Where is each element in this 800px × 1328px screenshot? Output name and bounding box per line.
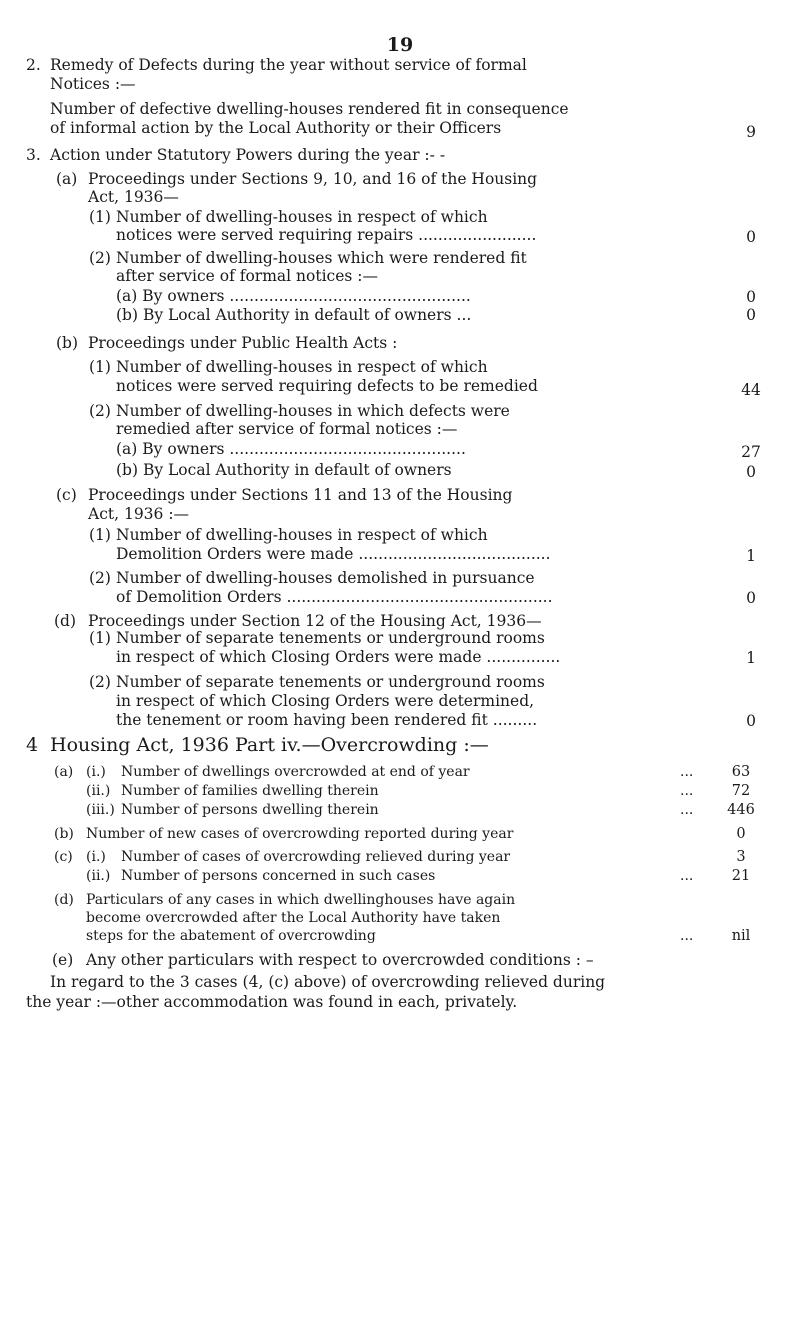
section-2-number: 2. bbox=[26, 56, 41, 74]
section-3c-item1-number: (1) bbox=[89, 526, 111, 544]
section-4-title: Housing Act, 1936 Part iv.—Overcrowding :— bbox=[50, 734, 489, 756]
section-4d-line1: Particulars of any cases in which dwellinghouses have again bbox=[86, 892, 516, 908]
section-3d-label: (d) bbox=[54, 612, 77, 630]
section-4d-value: nil bbox=[731, 928, 751, 944]
section-4a-iii-text: Number of persons dwelling therein bbox=[121, 802, 379, 818]
section-3c-item2-line1: Number of dwelling-houses demolished in pursuance bbox=[116, 569, 535, 587]
section-2-title: Remedy of Defects during the year without service of formal bbox=[50, 56, 527, 74]
section-3a-item2-line2: after service of formal notices :— bbox=[116, 267, 379, 285]
section-4a-i-number: (i.) bbox=[86, 764, 106, 780]
section-3c-item2-line2: of Demolition Orders ...................................................... bbox=[116, 588, 553, 606]
section-3a-title-cont: Act, 1936— bbox=[88, 188, 179, 206]
section-3d-item2-value: 0 bbox=[746, 712, 756, 730]
section-4b-text: Number of new cases of overcrowding reported during year bbox=[86, 826, 514, 842]
section-3a-item2-line1: Number of dwelling-houses which were rendered fit bbox=[116, 249, 527, 267]
section-3b-item1-value: 44 bbox=[741, 381, 761, 399]
section-4e-text: Any other particulars with respect to overcrowded conditions : – bbox=[86, 951, 594, 969]
section-4b-label: (b) bbox=[54, 826, 74, 842]
section-2-text-line1: Number of defective dwelling-houses rendered fit in consequence bbox=[50, 100, 569, 118]
section-4c-i-value: 3 bbox=[736, 849, 746, 865]
section-3a-item2b-value: 0 bbox=[746, 306, 756, 324]
section-3c-label: (c) bbox=[56, 486, 77, 504]
section-4d-dots: ... bbox=[680, 928, 694, 944]
section-3d-item2-number: (2) bbox=[89, 673, 111, 691]
section-4a-iii-number: (iii.) bbox=[86, 802, 115, 818]
section-4a-i-dots: ... bbox=[680, 764, 694, 780]
section-3d-item1-number: (1) bbox=[89, 629, 111, 647]
section-4a-ii-dots: ... bbox=[680, 783, 694, 799]
section-3b-item1-line2: notices were served requiring defects to be remedied bbox=[116, 377, 538, 395]
section-3c-item1-line2: Demolition Orders were made ....................................... bbox=[116, 545, 551, 563]
closing-remark-line1: In regard to the 3 cases (4, (c) above) of overcrowding relieved during bbox=[50, 973, 606, 991]
section-3b-item2b-value: 0 bbox=[746, 463, 756, 481]
section-3b-label: (b) bbox=[56, 334, 79, 352]
section-3a-title: Proceedings under Sections 9, 10, and 16 of the Housing bbox=[88, 170, 538, 188]
section-3b-item2-line2: remedied after service of formal notices :— bbox=[116, 420, 458, 438]
section-3b-item1-line1: Number of dwelling-houses in respect of which bbox=[116, 358, 488, 376]
section-4a-ii-text: Number of families dwelling therein bbox=[121, 783, 379, 799]
section-3d-item1-line2: in respect of which Closing Orders were made ............... bbox=[116, 648, 561, 666]
section-4d-label: (d) bbox=[54, 892, 74, 908]
section-4c-label: (c) bbox=[54, 849, 73, 865]
section-3d-title: Proceedings under Section 12 of the Housing Act, 1936— bbox=[88, 612, 542, 630]
section-3b-title: Proceedings under Public Health Acts : bbox=[88, 334, 398, 352]
section-3c-item2-number: (2) bbox=[89, 569, 111, 587]
section-4c-ii-text: Number of persons concerned in such cases bbox=[121, 868, 436, 884]
section-3b-item2a-value: 27 bbox=[741, 443, 761, 461]
section-3d-item2-line3: the tenement or room having been rendered fit ......... bbox=[116, 711, 538, 729]
section-3d-item2-line2: in respect of which Closing Orders were determined, bbox=[116, 692, 535, 710]
section-4a-i-value: 63 bbox=[731, 764, 751, 780]
section-3b-item2-number: (2) bbox=[89, 402, 111, 420]
section-4c-i-text: Number of cases of overcrowding relieved during year bbox=[121, 849, 511, 865]
section-3b-item2b: (b) By Local Authority in default of owners bbox=[116, 461, 452, 479]
section-4c-ii-dots: ... bbox=[680, 868, 694, 884]
section-3a-item2a: (a) By owners ................................................. bbox=[116, 287, 471, 305]
section-4c-ii-value: 21 bbox=[731, 868, 751, 884]
section-4a-ii-value: 72 bbox=[731, 783, 751, 799]
section-3a-item1-number: (1) bbox=[89, 208, 111, 226]
section-3a-item1-line2: notices were served requiring repairs ........................ bbox=[116, 226, 537, 244]
section-3-title: Action under Statutory Powers during the year :- - bbox=[50, 146, 446, 164]
section-4c-ii-number: (ii.) bbox=[86, 868, 111, 884]
section-4a-iii-value: 446 bbox=[727, 802, 755, 818]
section-2-title-cont: Notices :— bbox=[50, 75, 136, 93]
section-3c-item1-value: 1 bbox=[746, 547, 756, 565]
section-4a-ii-number: (ii.) bbox=[86, 783, 111, 799]
section-3a-item2-number: (2) bbox=[89, 249, 111, 267]
section-3c-item2-value: 0 bbox=[746, 589, 756, 607]
section-3c-title-cont: Act, 1936 :— bbox=[88, 505, 190, 523]
section-3b-item1-number: (1) bbox=[89, 358, 111, 376]
section-3b-item2a: (a) By owners ................................................ bbox=[116, 440, 466, 458]
section-2-value: 9 bbox=[746, 123, 756, 141]
section-3-number: 3. bbox=[26, 146, 41, 164]
section-3b-item2-line1: Number of dwelling-houses in which defects were bbox=[116, 402, 510, 420]
section-4a-label: (a) bbox=[54, 764, 74, 780]
section-4a-i-text: Number of dwellings overcrowded at end of year bbox=[121, 764, 470, 780]
section-3a-item1-value: 0 bbox=[746, 228, 756, 246]
section-3c-item1-line1: Number of dwelling-houses in respect of which bbox=[116, 526, 488, 544]
section-3d-item1-line1: Number of separate tenements or underground rooms bbox=[116, 629, 545, 647]
section-4e-label: (e) bbox=[52, 951, 74, 969]
section-4d-line2: become overcrowded after the Local Authority have taken bbox=[86, 910, 501, 926]
section-4-number: 4 bbox=[26, 734, 39, 756]
section-3a-item2b: (b) By Local Authority in default of owners ... bbox=[116, 306, 472, 324]
closing-remark-line2: the year :—other accommodation was found in each, privately. bbox=[26, 993, 518, 1011]
section-3d-item1-value: 1 bbox=[746, 649, 756, 667]
section-3a-label: (a) bbox=[56, 170, 78, 188]
section-2-text-line2: of informal action by the Local Authority or their Officers bbox=[50, 119, 502, 137]
page-number: 19 bbox=[386, 34, 414, 56]
section-4d-line3: steps for the abatement of overcrowding bbox=[86, 928, 376, 944]
section-3d-item2-line1: Number of separate tenements or underground rooms bbox=[116, 673, 545, 691]
section-4a-iii-dots: ... bbox=[680, 802, 694, 818]
section-4b-value: 0 bbox=[736, 826, 746, 842]
section-3a-item1-line1: Number of dwelling-houses in respect of which bbox=[116, 208, 488, 226]
section-4c-i-number: (i.) bbox=[86, 849, 106, 865]
section-3a-item2a-value: 0 bbox=[746, 288, 756, 306]
section-3c-title: Proceedings under Sections 11 and 13 of the Housing bbox=[88, 486, 513, 504]
